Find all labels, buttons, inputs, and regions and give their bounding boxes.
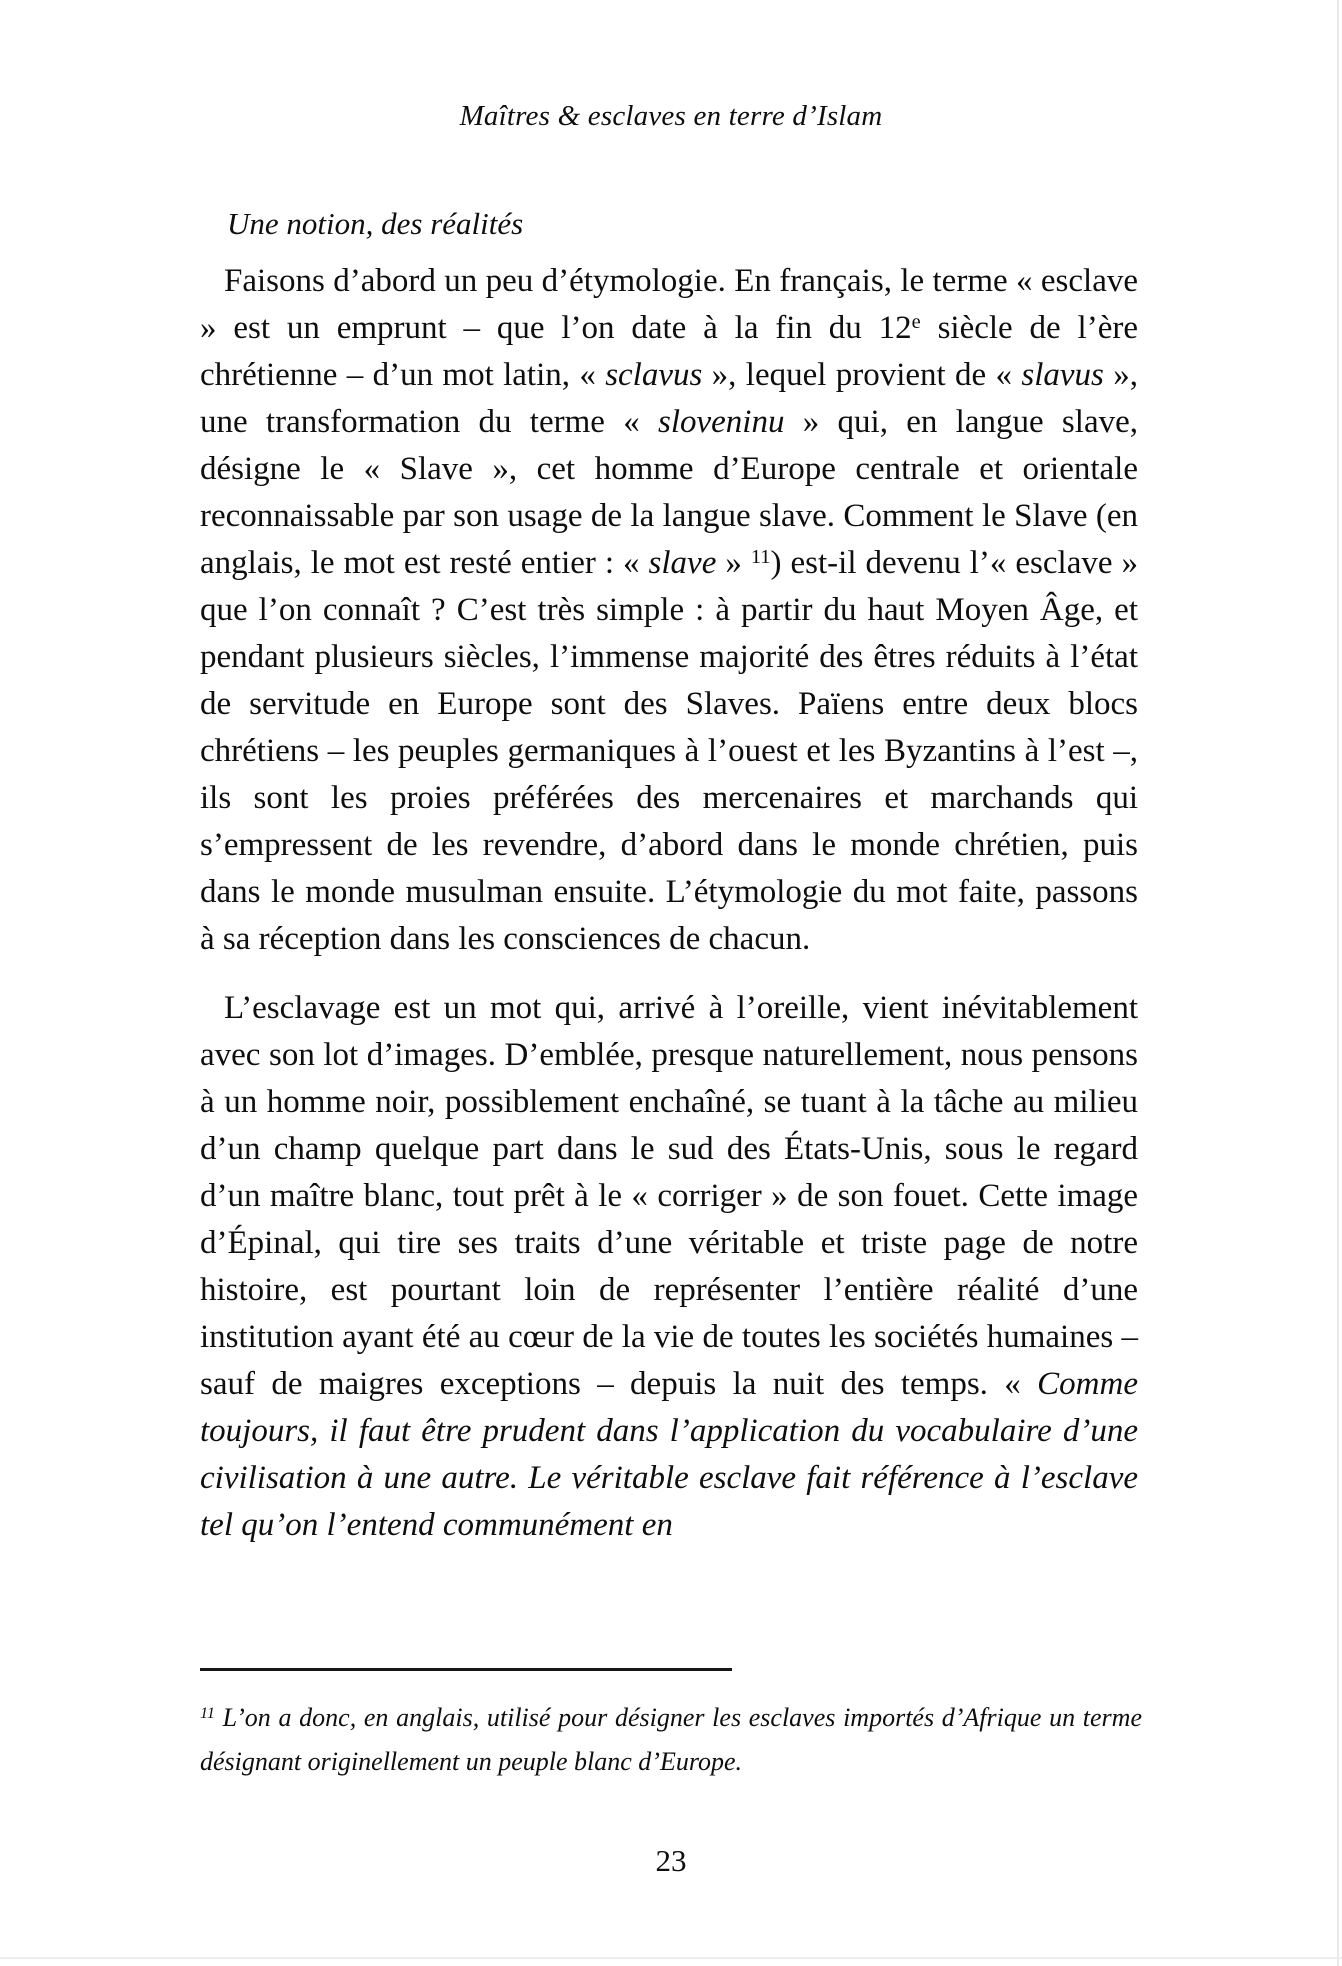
body-text: [200, 258, 1138, 1549]
running-header: Maîtres & esclaves en terre d’Islam: [459, 100, 883, 132]
page-number: 23: [655, 1843, 687, 1878]
section-heading: Une notion, des réalités: [227, 206, 524, 241]
footnote-separator: [200, 1668, 732, 1671]
page-bottom-edge: [0, 1957, 1342, 1959]
page-right-edge: [1337, 0, 1339, 1966]
footnote-11: $^{11}$ L’on a donc, en anglais, utilisé pour désigner les esclaves importés d’Afrique un terme désignant originellement un peuple blanc d’Europe.: [200, 1703, 1142, 1776]
paragraph-etymology: Faisons d’abord un peu d’étymologie. En français, le terme « esclave » est un emprunt – que l’on date à la fin du 12e siècle de l’ère chrétienne – d’un mot latin, « sclavus », lequel provient de « slavus », une transformation du terme « sloveninu » qui, en langue slave, désigne le « Slave », cet homme d’Europe centrale et orientale reconnaissable par son usage de la langue slave. Comment le Slave (en anglais, le mot est resté entier : « slave » $^{11}$) est-il devenu l’« esclave » que l’on connaît ? C’est très simple : à partir du haut Moyen Âge, et pendant plusieurs siècles, l’immense majorité des êtres réduits à l’état de servitude en Europe sont des Slaves. Païens entre deux blocs chrétiens – les peuples germaniques à l’ouest et les Byzantins à l’est –, ils sont les proies préférées des mercenaires et marchands qui s’empressent de les revendre, d’abord dans le monde chrétien, puis dans le monde musulman ensuite. L’étymologie du mot faite, passons à sa réception dans les consciences de chacun.: [200, 263, 1139, 957]
paragraph-imagery: L’esclavage est un mot qui, arrivé à l’oreille, vient inévitablement avec son lot d’images. D’emblée, presque naturellement, nous pensons à un homme noir, possiblement enchaîné, se tuant à la tâche au milieu d’un champ quelque part dans le sud des États-Unis, sous le regard d’un maître blanc, tout prêt à le « corriger » de son fouet. Cette image d’Épinal, qui tire ses traits d’une véritable et triste page de notre histoire, est pourtant loin de représenter l’entière réalité d’une institution ayant été au cœur de la vie de toutes les sociétés humaines – sauf de maigres exceptions – depuis la nuit des temps. « Comme toujours, il faut être prudent dans l’application du vocabulaire d’une civilisation à une autre. Le véritable esclave fait référence à l’esclave tel qu’on l’entend communément en: [200, 990, 1138, 1543]
